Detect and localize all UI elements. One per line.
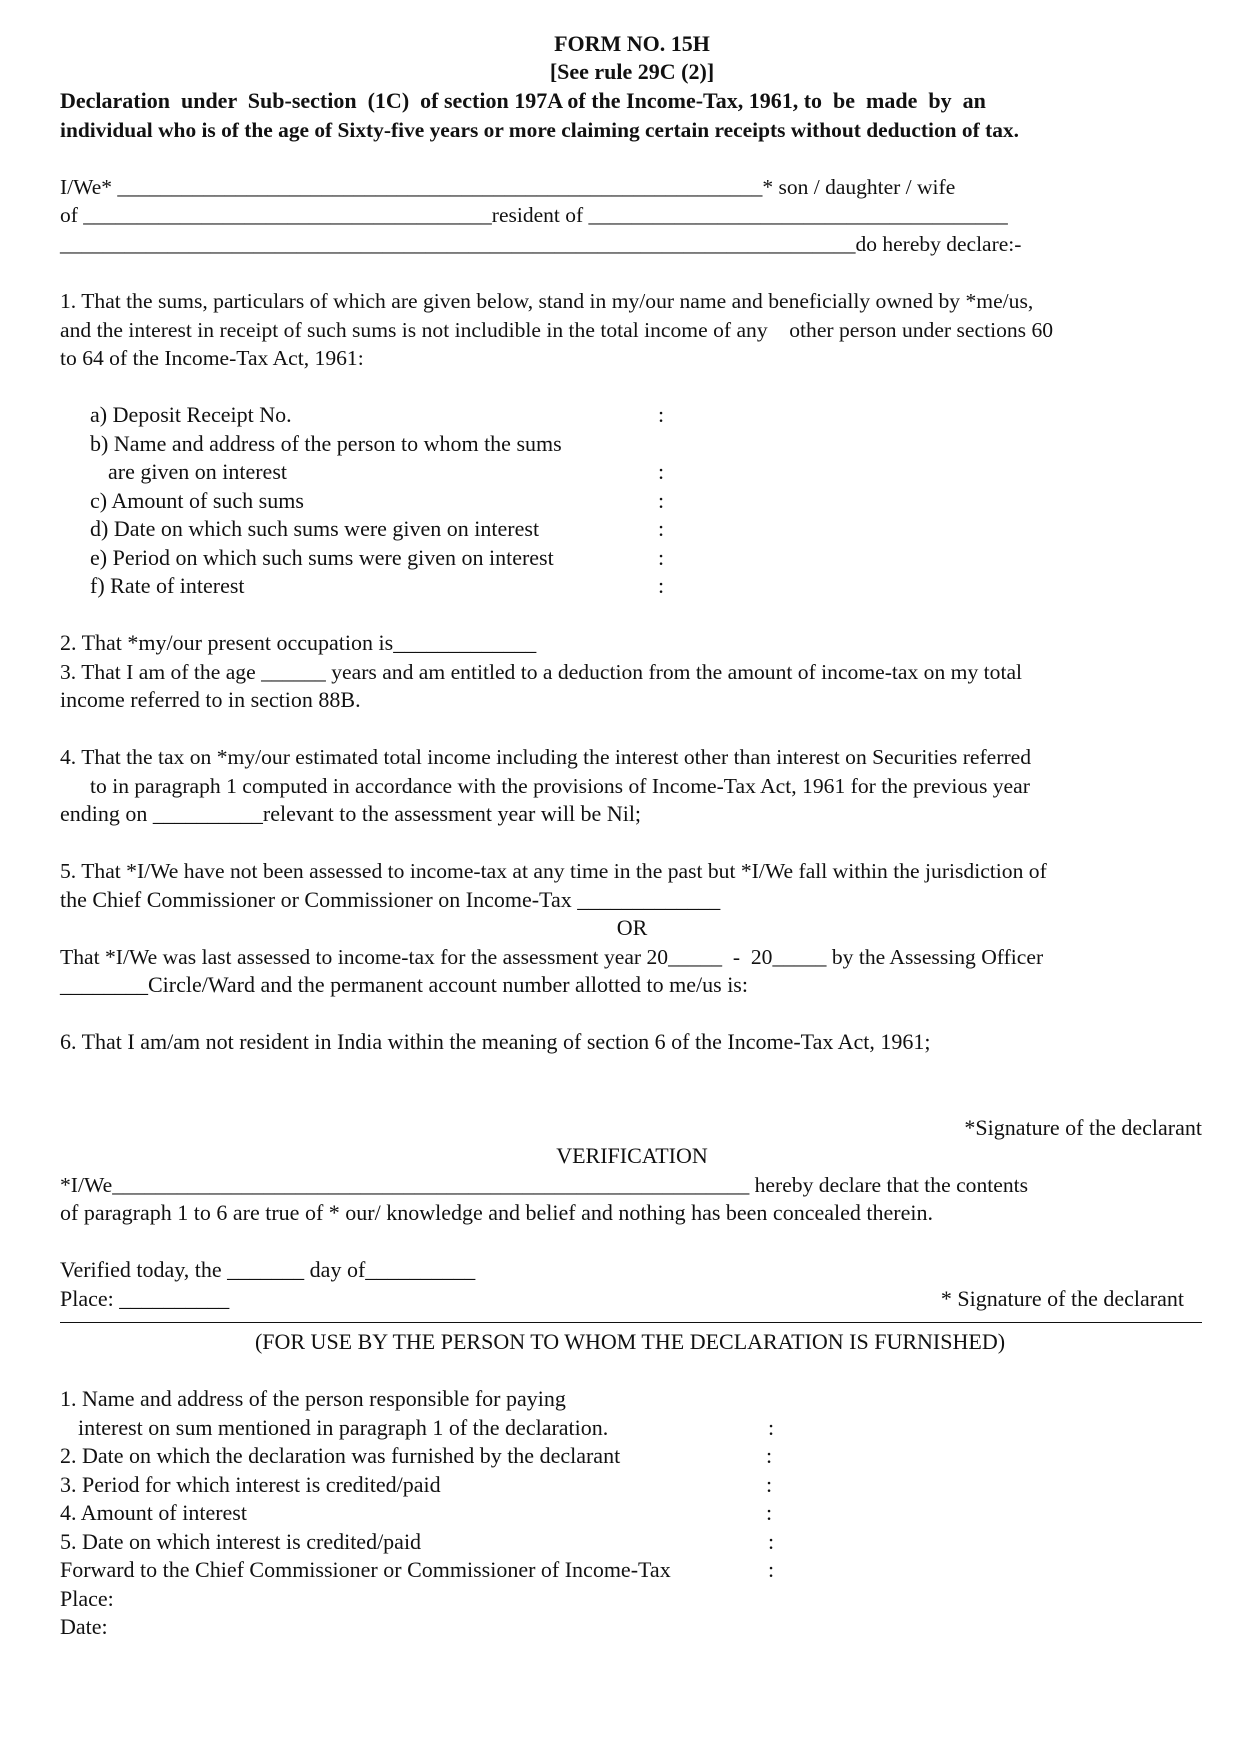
item-name-address-cont: are given on interest [108, 459, 287, 484]
office-item-1: 1. Name and address of the person responsible for paying [60, 1386, 566, 1411]
para1-line-1: 1. That the sums, particulars of which are given below, stand in my/our name and beneficially owned by *me/us, [60, 289, 1034, 313]
item-period: e) Period on which such sums were given on interest [90, 545, 554, 570]
para5-line-1: 5. That *I/We have not been assessed to income-tax at any time in the past but *I/We fall within the jurisdiction of [60, 859, 1047, 883]
para3-line-1: 3. That I am of the age ______ years and am entitled to a deduction from the amount of income-tax on my total [60, 660, 1023, 684]
form-title-line-1: Declaration under Sub-section (1C) of section 197A of the Income-Tax, 1961, to be made by an [60, 88, 986, 113]
form-number: FORM NO. 15H [554, 31, 710, 56]
verification-signature: * Signature of the declarant [940, 1286, 1184, 1311]
office-item-1-cont: interest on sum mentioned in paragraph 1 of the declaration. [78, 1415, 609, 1440]
item-colon: : [658, 402, 665, 427]
para4-line-2: to in paragraph 1 computed in accordance with the provisions of Income-Tax Act, 1961 for the previous year [90, 774, 1030, 798]
office-use-title: (FOR USE BY THE PERSON TO WHOM THE DECLARATION IS FURNISHED) [254, 1329, 1006, 1354]
para5-line-3: That *I/We was last assessed to income-tax for the assessment year 20_____ - 20_____ by the Assessing Officer [60, 945, 1044, 969]
para4-line-1: 4. That the tax on *my/our estimated total income including the interest other than interest on Securities referred [60, 745, 1032, 769]
item-colon: : [658, 516, 665, 541]
item-deposit-receipt: a) Deposit Receipt No. [90, 402, 292, 427]
office-item-5: 5. Date on which interest is credited/paid [60, 1529, 422, 1554]
office-colon: : [766, 1443, 773, 1468]
office-colon: : [768, 1557, 775, 1582]
para5-or: OR [616, 915, 648, 940]
office-item-3: 3. Period for which interest is credited/paid [60, 1472, 441, 1497]
para1-line-3: to 64 of the Income-Tax Act, 1961: [60, 346, 364, 370]
item-colon: : [658, 545, 665, 570]
para3-line-2: income referred to in section 88B. [60, 687, 361, 712]
office-place: Place: [60, 1586, 114, 1611]
item-date: d) Date on which such sums were given on interest [90, 516, 540, 541]
signature-declarant: *Signature of the declarant [964, 1115, 1202, 1140]
item-colon: : [658, 573, 665, 598]
declare-line: __________________________________________________________________________do hereby declare:- [60, 232, 1022, 256]
office-colon: : [768, 1415, 775, 1440]
office-item-4: 4. Amount of interest [60, 1500, 247, 1525]
verification-line-2: of paragraph 1 to 6 are true of * our/ knowledge and belief and nothing has been concealed therein. [60, 1200, 933, 1225]
para5-line-4: ________Circle/Ward and the permanent account number allotted to me/us is: [60, 972, 748, 997]
office-colon: : [766, 1500, 773, 1525]
para6-residency: 6. That I am/am not resident in India within the meaning of section 6 of the Income-Tax Act, 1961; [60, 1029, 931, 1054]
verified-today: Verified today, the _______ day of__________ [60, 1257, 476, 1282]
item-amount: c) Amount of such sums [90, 488, 304, 513]
office-item-2: 2. Date on which the declaration was furnished by the declarant [60, 1443, 621, 1468]
item-colon: : [658, 459, 665, 484]
declarant-residence-line: of ______________________________________resident of _______________________________________ [60, 203, 1008, 227]
office-date: Date: [60, 1614, 108, 1639]
declarant-name-line: I/We* ____________________________________________________________* son / daughter / wife [60, 175, 956, 199]
form-rule: [See rule 29C (2)] [549, 59, 715, 84]
office-colon: : [768, 1529, 775, 1554]
verification-line-1: *I/We___________________________________________________________ hereby declare that the contents [60, 1173, 1029, 1197]
para5-line-2: the Chief Commissioner or Commissioner on Income-Tax _____________ [60, 887, 721, 912]
item-colon: : [658, 488, 665, 513]
item-rate: f) Rate of interest [90, 573, 245, 598]
para4-line-3: ending on __________relevant to the assessment year will be Nil; [60, 801, 642, 826]
item-name-address: b) Name and address of the person to whom the sums [90, 431, 562, 456]
verification-place: Place: __________ [60, 1286, 230, 1311]
office-colon: : [766, 1472, 773, 1497]
para2-occupation: 2. That *my/our present occupation is_____________ [60, 630, 537, 655]
divider [60, 1322, 1202, 1323]
form-title-line-2: individual who is of the age of Sixty-five years or more claiming certain receipts without deduction of tax. [60, 118, 1019, 142]
verification-title: VERIFICATION [556, 1143, 708, 1168]
office-forward: Forward to the Chief Commissioner or Commissioner of Income-Tax [60, 1557, 671, 1582]
para1-line-2: and the interest in receipt of such sums is not includible in the total income of any other person under sections 60 [60, 318, 1054, 342]
